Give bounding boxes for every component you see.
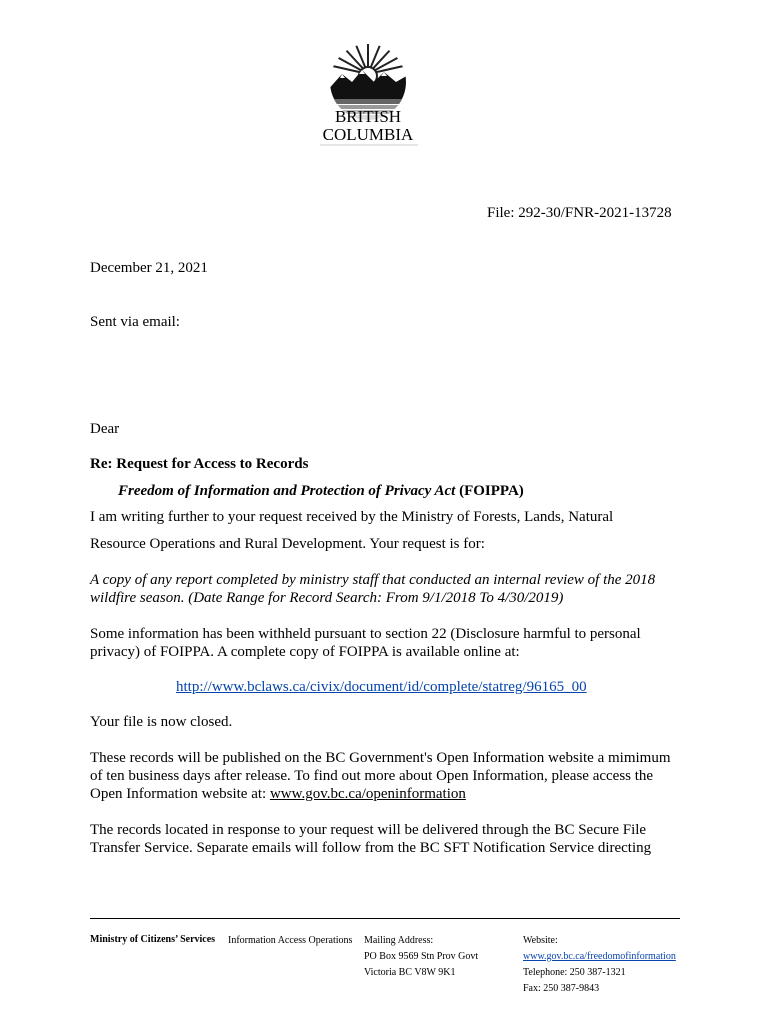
footer-mailing-line2: Victoria BC V8W 9K1 [364,967,456,978]
open-information-text: These records will be published on the BC Government's Open Information website a mimimum of ten business days after release. To find out more about Open Information, please access the Open Information website at: [90,750,671,802]
open-information-paragraph [90,749,680,803]
bc-government-logo [318,44,422,148]
delivery-paragraph: The records located in response to your request will be delivered through the BC Secure File Transfer Service. Separate emails will follow from the BC SFT Notification Service directing [90,822,652,856]
footer-ministry: Ministry of Citizens’ Services [90,934,216,945]
file-number: File: 292-30/FNR-2021-13728 [487,205,672,221]
act-abbrev: (FOIPPA) [455,483,524,499]
bc-logo-emblem-icon [318,44,422,148]
footer-divider [90,918,680,919]
withheld-paragraph: Some information has been withheld pursuant to section 22 (Disclosure harmful to personal privacy) of FOIPPA. A complete copy of FOIPPA is available online at: [90,626,641,660]
logo-text-british: BRITISH [334,107,402,126]
para1-line2: Resource Operations and Rural Development. Your request is for: [90,536,485,552]
salutation: Dear [90,421,120,437]
footer-website-label: Website: [523,935,558,946]
footer-fax: Fax: 250 387-9843 [523,983,600,994]
sent-via-email: Sent via email: [90,314,180,330]
footer-mailing-label: Mailing Address: [364,935,434,946]
act-name: Freedom of Information and Protection of Privacy Act [118,483,456,499]
logo-text-columbia: COLUMBIA [322,125,414,144]
foippa-link[interactable]: http://www.bclaws.ca/civix/document/id/complete/statreg/96165_00 [176,679,587,695]
request-quote: A copy of any report completed by ministry staff that conducted an internal review of the 2018 wildfire season. (Date Range for Record Search: From 9/1/2018 To 4/30/2019) [90,572,656,606]
para1-line1: I am writing further to your request received by the Ministry of Forests, Lands, Natural [90,509,614,525]
open-information-link[interactable]: www.gov.bc.ca/openinformation [269,786,466,802]
footer-telephone: Telephone: 250 387-1321 [523,967,626,978]
act-title-line [118,482,524,500]
footer-website-link[interactable]: www.gov.bc.ca/freedomofinformation [523,951,676,962]
re-subject-line: Re: Request for Access to Records [90,456,309,472]
file-closed-text: Your file is now closed. [90,714,233,730]
footer-mailing-line1: PO Box 9569 Stn Prov Govt [364,951,479,962]
letter-date: December 21, 2021 [90,260,208,276]
footer-branch: Information Access Operations [228,935,353,946]
